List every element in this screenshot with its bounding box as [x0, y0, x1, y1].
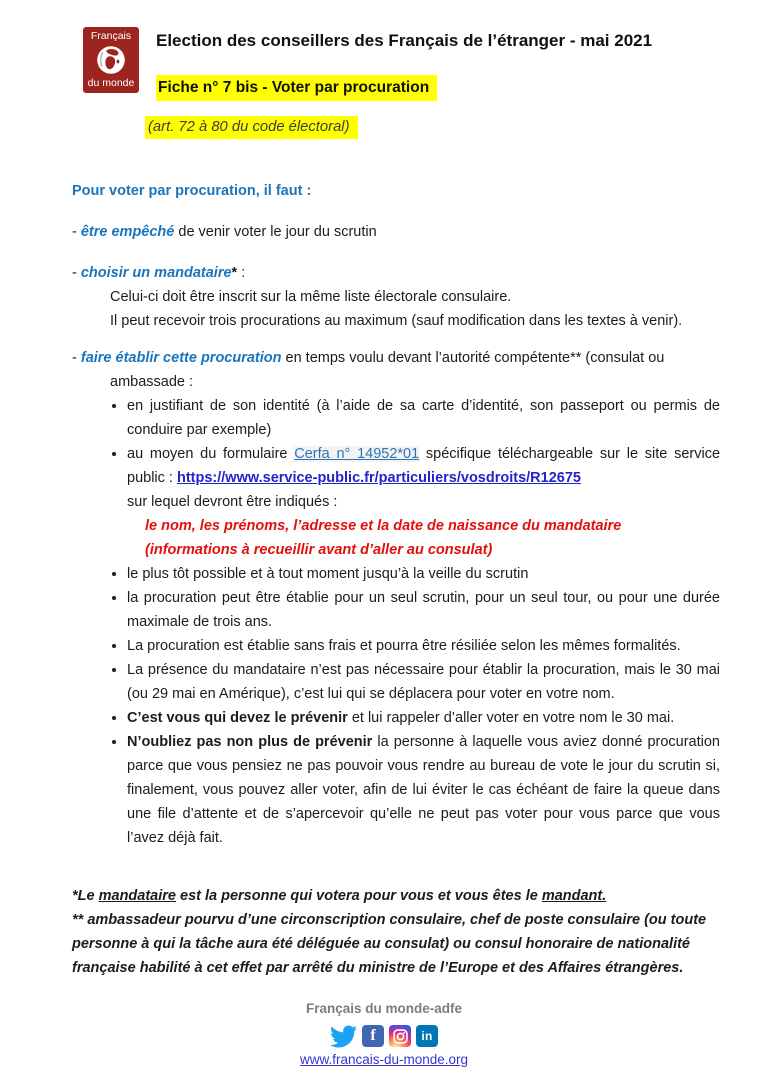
footnotes-block — [72, 884, 716, 980]
bullet-notify-mandataire — [127, 706, 720, 730]
header-text-block — [156, 27, 652, 101]
bullet-scope: • la procuration peut être établie pour un seul scrutin, pour un seul tour, ou pour une durée maximale de trois ans. — [127, 586, 720, 634]
asterisk-marker: * — [72, 888, 78, 904]
footnote-underlined-term: mandataire — [98, 888, 176, 904]
requirement-lead: faire établir cette procuration — [80, 350, 282, 366]
footnote-text: est la personne qui votera pour vous et vous êtes le — [175, 888, 542, 904]
bullet-text: la personne à laquelle vous aviez donné procuration parce que vous pensiez ne pas pouvoir vous rendre au bureau de vote le jour du scrutin si, finalement, vous pouvez aller voter, afin de lui éviter le cas échéant de faire la queue dans une file d’attente et de s’apercevoir qu’elle ne peut pas voter pour vous parce que vous l’avez déjà fait. — [127, 734, 720, 846]
requirement-faire-etablir — [72, 346, 720, 394]
requirement-etre-empeche — [72, 220, 720, 244]
article-reference: (art. 72 à 80 du code électoral) — [145, 116, 358, 139]
instagram-icon[interactable] — [389, 1025, 411, 1047]
logo-text-top: Français — [90, 30, 132, 42]
linkedin-icon[interactable] — [416, 1025, 438, 1047]
document-header — [83, 27, 768, 101]
footnote-mandataire — [72, 884, 716, 908]
bullet-text: spécifique téléchargeable sur le site service public : — [127, 446, 721, 486]
footer-brand: Français du monde-adfe — [305, 1001, 463, 1016]
bullet-presence: • La présence du mandataire n’est pas nécessaire pour établir la procuration, mais le 30 mai (ou 29 mai en Amérique), c’est lui qui se déplacera pour voter en votre nom. — [127, 658, 720, 706]
website-link[interactable]: www.francais-du-monde.org — [299, 1052, 469, 1067]
bullet-notify-cancellation — [127, 730, 720, 850]
intro-heading: Pour voter par procuration, il faut : — [72, 183, 312, 199]
facebook-glyph: f — [370, 1027, 376, 1044]
footnote-underlined-term: mandant. — [541, 888, 607, 904]
requirement-choisir-mandataire — [72, 261, 720, 285]
globe-icon — [95, 44, 127, 76]
twitter-icon[interactable] — [330, 1023, 357, 1050]
facebook-icon[interactable] — [362, 1025, 384, 1047]
requirement-text: : — [237, 265, 246, 281]
requirement-text: de venir voter le jour du scrutin — [174, 224, 377, 240]
bullet-text: au moyen du formulaire — [127, 446, 295, 462]
red-note-collect-info: (informations à recueillir avant d’aller au consulat) — [145, 542, 493, 558]
dash: - — [72, 265, 81, 281]
requirement-lead: choisir un mandataire — [80, 265, 232, 281]
service-public-url-link[interactable]: https://www.service-public.fr/particuliers/vosdroits/R12675 — [176, 470, 581, 486]
requirement-lead: être empêché — [80, 224, 175, 240]
mandataire-detail-line: Il peut recevoir trois procurations au maximum (sauf modification dans les textes à venir). — [110, 313, 683, 329]
social-icons-row — [0, 1024, 768, 1048]
procuration-bullet-list — [72, 394, 720, 850]
requirement-text: en temps voulu devant l’autorité compétente** (consulat ou — [281, 350, 665, 366]
footnote-authorities: ** ambassadeur pourvu d’une circonscription consulaire, chef de poste consulaire (ou toute personne à qui la tâche aura été déléguée au consulat) ou consul honoraire de nationalité française habilité à cet effet par arrêté du ministre de l’Europe et des Affaires étrangères. — [72, 912, 707, 976]
brand-logo — [83, 27, 139, 93]
fiche-subtitle: Fiche n° 7 bis - Voter par procuration — [156, 75, 437, 101]
bullet-text: sur lequel devront être indiqués : — [127, 494, 338, 510]
bullet-free-of-charge: • La procuration est établie sans frais et pourra être résiliée selon les mêmes formalités. — [127, 634, 720, 658]
bullet-timing: • le plus tôt possible et à tout moment jusqu’à la veille du scrutin — [127, 562, 720, 586]
dash: - — [72, 224, 81, 240]
linkedin-glyph: in — [421, 1029, 433, 1043]
page-title: Election des conseillers des Français de l’étranger - mai 2021 — [156, 31, 653, 50]
requirement-text-wrap: ambassade : — [110, 374, 194, 390]
red-note-mandataire-info: le nom, les prénoms, l’adresse et la date de naissance du mandataire — [145, 518, 622, 534]
bullet-text: et lui rappeler d’aller voter en votre nom le 30 mai. — [347, 710, 675, 726]
footnote-text: Le — [77, 888, 99, 904]
cerfa-form-link[interactable]: Cerfa n° 14952*01 — [294, 446, 420, 462]
page-footer — [0, 1000, 768, 1069]
bullet-lead: C’est vous qui devez le prévenir — [127, 710, 348, 726]
bullet-identity: • en justifiant de son identité (à l’aide de sa carte d’identité, son passeport ou permis de conduire par exemple) — [127, 394, 720, 442]
logo-text-bottom: du monde — [87, 77, 135, 89]
mandataire-detail-line: Celui-ci doit être inscrit sur la même liste électorale consulaire. — [110, 289, 512, 305]
main-content — [72, 179, 720, 850]
bullet-cerfa-form — [127, 442, 720, 562]
dash: - — [72, 350, 81, 366]
asterisk-marker: * — [231, 265, 238, 281]
bullet-lead: N’oubliez pas non plus de prévenir — [127, 734, 373, 750]
